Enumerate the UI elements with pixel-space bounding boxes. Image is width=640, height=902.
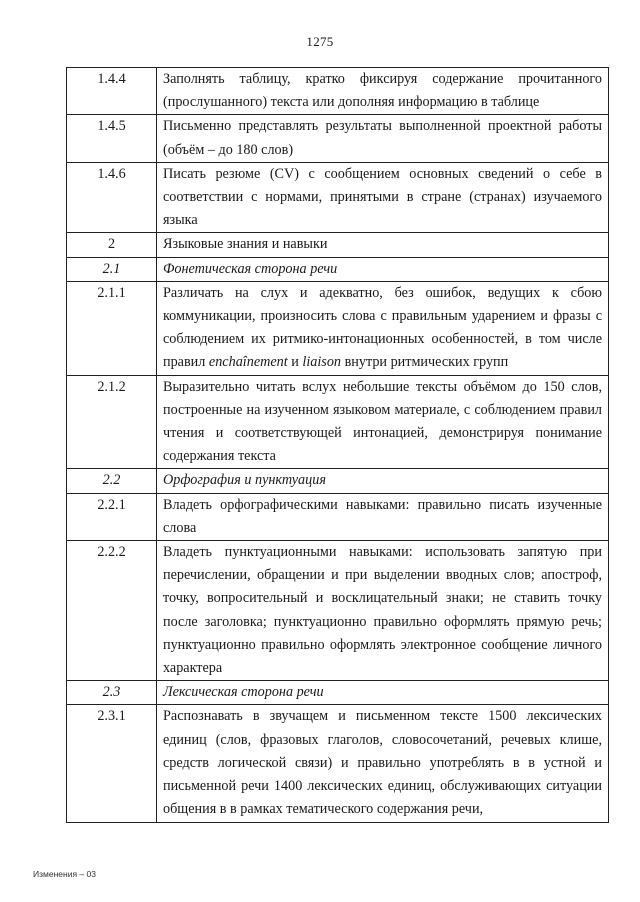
row-number: 1.4.5 <box>67 115 157 162</box>
row-text-part: и <box>287 354 303 371</box>
table-row <box>67 541 609 681</box>
row-text: Владеть орфографическими навыками: правильно писать изученные слова <box>157 493 609 540</box>
section-number: 2.2 <box>67 469 157 493</box>
footer-revision: Изменения – 03 <box>33 869 96 879</box>
page-number: 1275 <box>306 34 334 49</box>
row-text-part: внутри ритмических групп <box>341 354 509 371</box>
row-text <box>157 281 609 375</box>
row-number: 2.2.1 <box>67 493 157 540</box>
row-number: 2.2.2 <box>67 541 157 681</box>
row-number: 2 <box>67 233 157 257</box>
term-enchainement: enchaînement <box>208 354 288 371</box>
table-row <box>67 162 609 233</box>
row-text-part: Различать на слух и адекватно, без ошибок, ведущих к сбою коммуникации, произносить слова с правильным ударением и фразы с соблюдением их ритмико-интонационных особенностей, в том числе правил <box>163 284 602 371</box>
row-text: Распознавать в звучащем и письменном тексте 1500 лексических единиц (слов, фразовых глаголов, словосочетаний, речевых клише, средств логической связи) и правильно употреблять в в устной и письменной речи 1400 лексических единиц, обслуживающих ситуации общения в в рамках тематического содержания речи, <box>157 705 609 822</box>
section-row <box>67 257 609 281</box>
row-text: Письменно представлять результаты выполненной проектной работы (объём – до 180 слов) <box>157 115 609 162</box>
section-title: Фонетическая сторона речи <box>157 257 609 281</box>
table-row <box>67 281 609 375</box>
section-row <box>67 469 609 493</box>
section-number: 2.1 <box>67 257 157 281</box>
row-number: 2.1.2 <box>67 375 157 469</box>
term-liaison: liaison <box>302 354 342 371</box>
section-row <box>67 681 609 705</box>
row-text: Владеть пунктуационными навыками: использовать запятую при перечислении, обращении и при выделении вводных слов; апостроф, точку, вопросительный и восклицательный знаки; не ставить точку после заголовка; пунктуационно правильно оформлять прямую речь; пунктуационно правильно оформлять электронное сообщение личного характера <box>157 541 609 681</box>
row-number: 1.4.4 <box>67 68 157 115</box>
row-number: 1.4.6 <box>67 162 157 233</box>
row-text: Выразительно читать вслух небольшие тексты объёмом до 150 слов, построенные на изученном языковом материале, с соблюдением правил чтения и соответствующей интонацией, демонстрируя понимание содержания текста <box>157 375 609 469</box>
table-row <box>67 115 609 162</box>
table-row <box>67 233 609 257</box>
table-row <box>67 375 609 469</box>
table-row <box>67 68 609 115</box>
section-number: 2.3 <box>67 681 157 705</box>
section-title: Лексическая сторона речи <box>157 681 609 705</box>
section-title: Орфография и пунктуация <box>157 469 609 493</box>
requirements-table <box>66 67 609 823</box>
row-text: Писать резюме (CV) с сообщением основных сведений о себе в соответствии с нормами, принятыми в стране (странах) изучаемого языка <box>157 162 609 233</box>
row-text: Заполнять таблицу, кратко фиксируя содержание прочитанного (прослушанного) текста или дополняя информацию в таблице <box>157 68 609 115</box>
row-number: 2.1.1 <box>67 281 157 375</box>
row-text: Языковые знания и навыки <box>157 233 609 257</box>
table-row <box>67 705 609 822</box>
row-number: 2.3.1 <box>67 705 157 822</box>
table-row <box>67 493 609 540</box>
